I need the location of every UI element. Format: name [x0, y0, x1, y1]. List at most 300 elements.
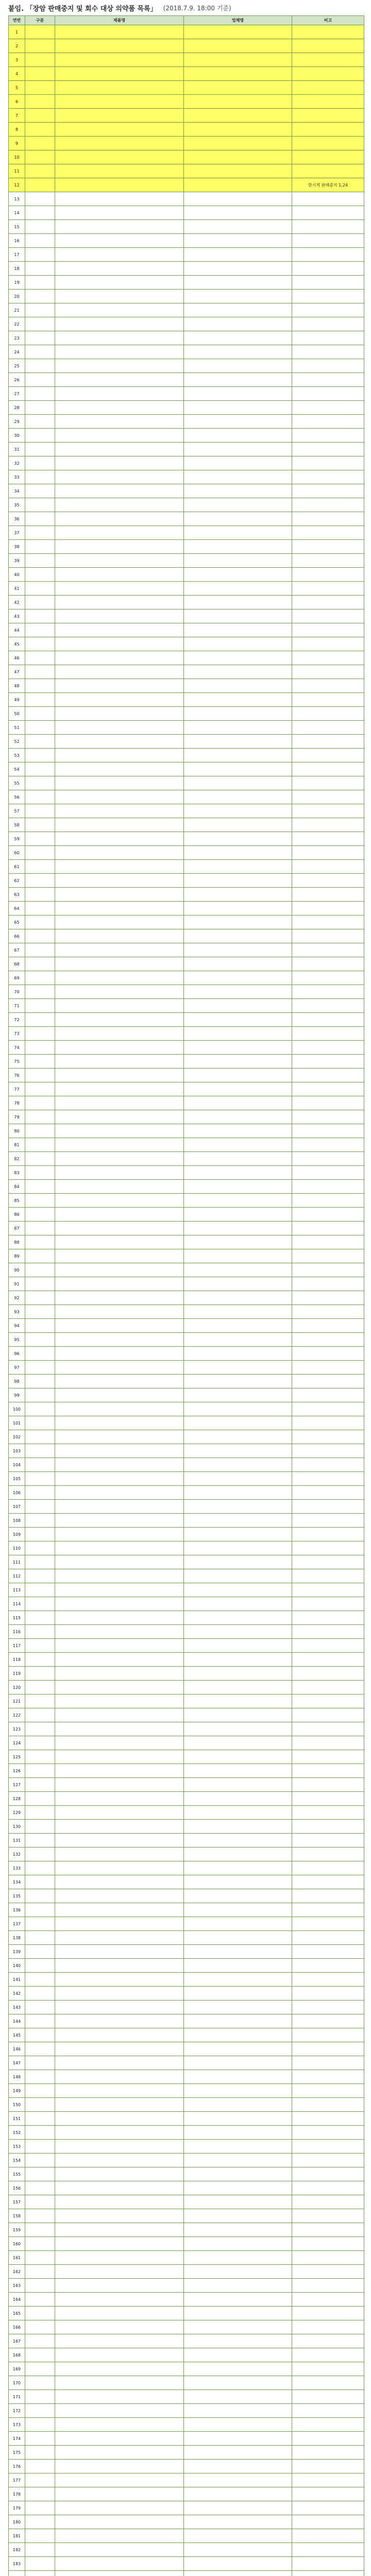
product-name [55, 1569, 184, 1583]
product-name [55, 2251, 184, 2265]
row-number: 36 [9, 512, 25, 526]
product-name [55, 1263, 184, 1277]
row-category [25, 540, 55, 554]
row-note [292, 109, 364, 123]
product-name [55, 637, 184, 651]
company-name [184, 2501, 292, 2515]
table-row [9, 818, 364, 832]
table-row [9, 67, 364, 81]
product-name [55, 707, 184, 721]
row-number: 96 [9, 1347, 25, 1361]
table-row [9, 1555, 364, 1569]
row-note [292, 345, 364, 359]
row-note [292, 137, 364, 150]
row-number: 172 [9, 2404, 25, 2418]
company-name [184, 2320, 292, 2334]
product-name [55, 1848, 184, 1861]
product-name [55, 1472, 184, 1486]
company-name [184, 707, 292, 721]
row-number: 18 [9, 262, 25, 276]
product-name [55, 540, 184, 554]
table-row [9, 150, 364, 164]
row-number: 31 [9, 443, 25, 456]
row-category [25, 359, 55, 373]
company-name [184, 1375, 292, 1388]
row-number: 92 [9, 1291, 25, 1305]
company-name [184, 1931, 292, 1945]
table-row [9, 1152, 364, 1166]
company-name [184, 234, 292, 248]
row-number: 183 [9, 2557, 25, 2571]
row-note [292, 651, 364, 665]
product-name [55, 373, 184, 387]
row-category [25, 637, 55, 651]
row-category [25, 81, 55, 95]
company-name [184, 2487, 292, 2501]
product-name [55, 137, 184, 150]
row-number: 49 [9, 693, 25, 707]
table-row [9, 1208, 364, 1222]
row-category [25, 623, 55, 637]
table-row [9, 81, 364, 95]
company-name [184, 303, 292, 317]
row-note [292, 707, 364, 721]
row-number: 110 [9, 1541, 25, 1555]
company-name [184, 1625, 292, 1639]
product-name [55, 150, 184, 164]
row-number: 117 [9, 1639, 25, 1653]
row-category [25, 2154, 55, 2167]
row-number: 25 [9, 359, 25, 373]
row-number: 181 [9, 2529, 25, 2543]
table-row [9, 2265, 364, 2279]
table-row [9, 276, 364, 290]
row-note [292, 1973, 364, 1987]
product-name [55, 1834, 184, 1848]
product-name [55, 762, 184, 776]
row-category [25, 1402, 55, 1416]
company-name [184, 2042, 292, 2056]
row-note [292, 456, 364, 470]
row-note [292, 1402, 364, 1416]
row-note [292, 2223, 364, 2237]
company-name [184, 1249, 292, 1263]
company-name [184, 1736, 292, 1750]
table-row [9, 1514, 364, 1528]
table-row [9, 1959, 364, 1973]
company-name [184, 1569, 292, 1583]
table-row [9, 2501, 364, 2515]
row-number: 35 [9, 498, 25, 512]
table-row [9, 345, 364, 359]
row-category [25, 1528, 55, 1541]
product-name [55, 1959, 184, 1973]
company-name [184, 2307, 292, 2320]
row-note [292, 1694, 364, 1708]
row-category [25, 2223, 55, 2237]
company-name [184, 1082, 292, 1096]
company-name [184, 2404, 292, 2418]
row-number: 123 [9, 1722, 25, 1736]
product-name [55, 2001, 184, 2014]
company-name [184, 1875, 292, 1889]
row-note [292, 985, 364, 999]
company-name [184, 665, 292, 679]
row-note [292, 790, 364, 804]
product-name [55, 2487, 184, 2501]
company-name [184, 373, 292, 387]
company-name [184, 1277, 292, 1291]
company-name [184, 2460, 292, 2473]
row-category [25, 2070, 55, 2084]
table-row [9, 2001, 364, 2014]
row-note [292, 1750, 364, 1764]
company-name [184, 2181, 292, 2195]
table-row [9, 1973, 364, 1987]
row-note [292, 1667, 364, 1681]
row-number: 78 [9, 1096, 25, 1110]
row-number: 48 [9, 679, 25, 693]
company-name [184, 262, 292, 276]
table-row [9, 137, 364, 150]
product-name [55, 1055, 184, 1069]
row-category [25, 137, 55, 150]
row-category [25, 1235, 55, 1249]
product-name [55, 2362, 184, 2376]
table-row [9, 2390, 364, 2404]
row-note [292, 2334, 364, 2348]
product-name [55, 1110, 184, 1124]
row-number: 149 [9, 2084, 25, 2098]
product-name [55, 568, 184, 582]
product-name [55, 39, 184, 53]
company-name [184, 2446, 292, 2460]
table-header [9, 16, 364, 25]
product-name [55, 2404, 184, 2418]
table-row [9, 2307, 364, 2320]
row-note [292, 2028, 364, 2042]
row-number: 56 [9, 790, 25, 804]
row-number: 53 [9, 749, 25, 762]
company-name [184, 623, 292, 637]
company-name [184, 39, 292, 53]
row-number: 90 [9, 1263, 25, 1277]
row-category [25, 1277, 55, 1291]
row-category [25, 1778, 55, 1792]
product-name [55, 999, 184, 1013]
row-note [292, 2293, 364, 2307]
row-number: 94 [9, 1319, 25, 1333]
product-name [55, 415, 184, 429]
product-name [55, 1291, 184, 1305]
row-number: 161 [9, 2251, 25, 2265]
row-note [292, 1263, 364, 1277]
product-name [55, 303, 184, 317]
company-name [184, 1138, 292, 1152]
row-note [292, 1778, 364, 1792]
product-name [55, 248, 184, 262]
product-name [55, 1375, 184, 1388]
company-name [184, 1500, 292, 1514]
company-name [184, 971, 292, 985]
product-name [55, 1222, 184, 1235]
row-note [292, 2112, 364, 2126]
row-category [25, 2084, 55, 2098]
row-number: 145 [9, 2028, 25, 2042]
table-row [9, 1430, 364, 1444]
row-category [25, 2042, 55, 2056]
row-category [25, 2557, 55, 2571]
company-name [184, 1555, 292, 1569]
row-number: 116 [9, 1625, 25, 1639]
table-row [9, 1388, 364, 1402]
product-name [55, 2293, 184, 2307]
product-name [55, 1917, 184, 1931]
reference-date: (2018.7.9. 18:00 기준) [163, 4, 231, 12]
row-note [292, 1861, 364, 1875]
table-row [9, 401, 364, 415]
row-category [25, 2515, 55, 2529]
product-name [55, 276, 184, 290]
table-row [9, 1917, 364, 1931]
product-name [55, 192, 184, 206]
row-number: 101 [9, 1416, 25, 1430]
row-note [292, 1096, 364, 1110]
row-note [292, 1027, 364, 1041]
row-note [292, 2209, 364, 2223]
row-number: 133 [9, 1861, 25, 1875]
row-number: 39 [9, 554, 25, 568]
company-name [184, 1541, 292, 1555]
row-number: 8 [9, 123, 25, 137]
table-row [9, 999, 364, 1013]
row-note [292, 874, 364, 888]
row-note [292, 1180, 364, 1194]
row-number: 124 [9, 1736, 25, 1750]
company-name [184, 2265, 292, 2279]
table-row [9, 1875, 364, 1889]
table-row [9, 1903, 364, 1917]
row-note [292, 1945, 364, 1959]
product-name [55, 1333, 184, 1347]
row-note [292, 888, 364, 902]
company-name [184, 1208, 292, 1222]
company-name [184, 860, 292, 874]
table-row [9, 2056, 364, 2070]
row-category [25, 804, 55, 818]
table-row [9, 2070, 364, 2084]
row-number: 140 [9, 1959, 25, 1973]
company-name [184, 1486, 292, 1500]
company-name [184, 2195, 292, 2209]
table-row [9, 1597, 364, 1611]
product-name [55, 53, 184, 67]
row-category [25, 248, 55, 262]
table-row [9, 1861, 364, 1875]
row-category [25, 1792, 55, 1806]
row-note [292, 2432, 364, 2446]
company-name [184, 1597, 292, 1611]
table-row [9, 262, 364, 276]
company-name [184, 929, 292, 943]
row-note [292, 470, 364, 484]
row-number: 114 [9, 1597, 25, 1611]
row-number: 169 [9, 2362, 25, 2376]
row-note [292, 679, 364, 693]
row-note [292, 1249, 364, 1263]
company-name [184, 1514, 292, 1528]
row-note [292, 665, 364, 679]
row-category [25, 1222, 55, 1235]
table-row [9, 2014, 364, 2028]
row-category [25, 2348, 55, 2362]
row-category [25, 2028, 55, 2042]
row-note [292, 762, 364, 776]
product-name [55, 1444, 184, 1458]
product-name [55, 1945, 184, 1959]
company-name [184, 2418, 292, 2432]
company-name [184, 1750, 292, 1764]
company-name [184, 206, 292, 220]
product-name [55, 1388, 184, 1402]
row-number: 100 [9, 1402, 25, 1416]
row-number: 81 [9, 1138, 25, 1152]
row-number: 1 [9, 25, 25, 39]
row-note [292, 623, 364, 637]
row-category [25, 1013, 55, 1027]
table-row [9, 943, 364, 957]
product-name [55, 123, 184, 137]
row-note [292, 2320, 364, 2334]
row-note [292, 902, 364, 916]
row-number: 15 [9, 220, 25, 234]
row-number: 155 [9, 2167, 25, 2181]
table-row [9, 1096, 364, 1110]
table-row [9, 1848, 364, 1861]
row-number: 43 [9, 609, 25, 623]
row-category [25, 1722, 55, 1736]
table-row [9, 665, 364, 679]
company-name [184, 470, 292, 484]
company-name [184, 693, 292, 707]
company-name [184, 651, 292, 665]
row-number: 89 [9, 1249, 25, 1263]
product-name [55, 2390, 184, 2404]
product-name [55, 2515, 184, 2529]
table-row [9, 1235, 364, 1249]
product-name [55, 2070, 184, 2084]
company-name [184, 331, 292, 345]
product-name [55, 721, 184, 735]
row-category [25, 150, 55, 164]
product-name [55, 1249, 184, 1263]
row-number: 95 [9, 1333, 25, 1347]
table-row [9, 1305, 364, 1319]
table-row [9, 206, 364, 220]
product-name [55, 1402, 184, 1416]
company-name [184, 1180, 292, 1194]
row-number: 177 [9, 2473, 25, 2487]
company-name [184, 498, 292, 512]
row-number: 42 [9, 596, 25, 609]
product-name [55, 1806, 184, 1820]
table-row [9, 735, 364, 749]
table-row [9, 679, 364, 693]
company-name [184, 1416, 292, 1430]
company-name [184, 762, 292, 776]
product-name [55, 1361, 184, 1375]
row-number: 164 [9, 2293, 25, 2307]
company-name [184, 345, 292, 359]
row-number: 168 [9, 2348, 25, 2362]
row-category [25, 2237, 55, 2251]
table-row [9, 1931, 364, 1945]
table-row [9, 234, 364, 248]
row-number: 121 [9, 1694, 25, 1708]
company-name [184, 2376, 292, 2390]
company-name [184, 1959, 292, 1973]
row-note [292, 1444, 364, 1458]
product-name [55, 1722, 184, 1736]
row-note [292, 929, 364, 943]
row-number: 55 [9, 776, 25, 790]
row-number: 32 [9, 456, 25, 470]
row-category [25, 651, 55, 665]
product-name [55, 554, 184, 568]
table-row [9, 178, 364, 192]
product-name [55, 1180, 184, 1194]
row-note [292, 317, 364, 331]
row-note [292, 415, 364, 429]
table-row [9, 1291, 364, 1305]
row-category [25, 1514, 55, 1528]
row-category [25, 832, 55, 846]
table-row [9, 596, 364, 609]
row-note [292, 2167, 364, 2181]
company-name [184, 1903, 292, 1917]
row-number: 127 [9, 1778, 25, 1792]
row-note [292, 1959, 364, 1973]
row-number: 84 [9, 1180, 25, 1194]
company-name [184, 53, 292, 67]
row-note [292, 150, 364, 164]
row-category [25, 2390, 55, 2404]
row-category [25, 1069, 55, 1082]
row-note [292, 1235, 364, 1249]
row-number: 76 [9, 1069, 25, 1082]
product-name [55, 902, 184, 916]
row-note [292, 1792, 364, 1806]
row-category [25, 276, 55, 290]
product-name [55, 2209, 184, 2223]
row-category [25, 1027, 55, 1041]
row-number: 41 [9, 582, 25, 596]
row-number: 134 [9, 1875, 25, 1889]
table-row [9, 2209, 364, 2223]
row-number: 99 [9, 1388, 25, 1402]
product-name [55, 1639, 184, 1653]
row-number: 69 [9, 971, 25, 985]
company-name [184, 679, 292, 693]
row-note [292, 2515, 364, 2529]
product-name [55, 665, 184, 679]
product-name [55, 331, 184, 345]
table-row [9, 1722, 364, 1736]
row-category [25, 123, 55, 137]
row-category [25, 2404, 55, 2418]
row-category [25, 1903, 55, 1917]
table-row [9, 164, 364, 178]
